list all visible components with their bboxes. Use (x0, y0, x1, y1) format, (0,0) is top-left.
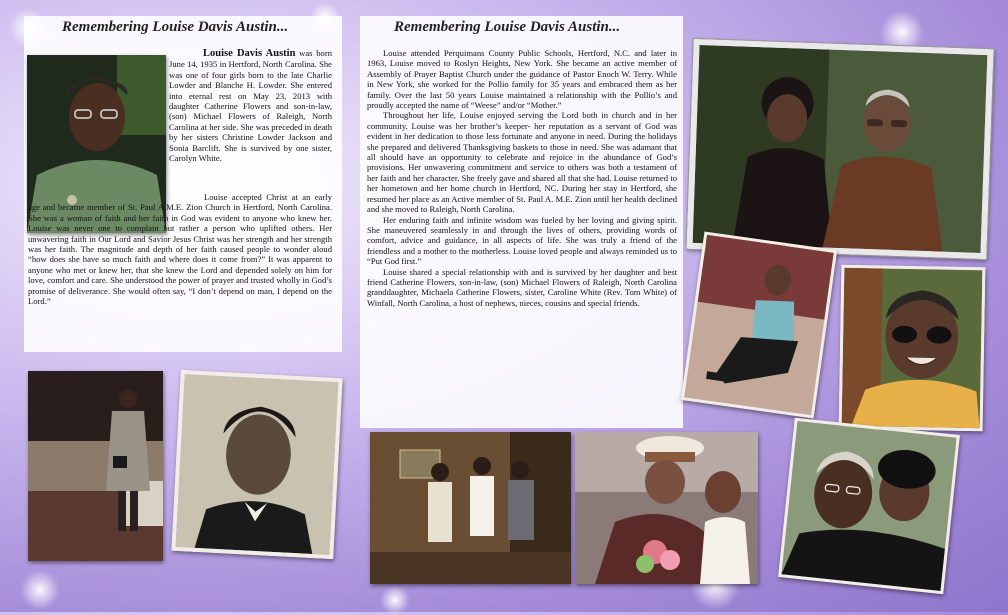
right-paragraph-1: Louise attended Perquimans County Public Schools, Hertford, N.C. and later in 1963, Louise moved to Roslyn Heights, New York. She became an active member of Assembly of Prayer Baptist Church under the guidance of Pastor Enoch W. Terry. While in New York, she worked for the Pollio family for 35 years and embraced them as her family. Over the last 50 years Louise maintained a relationship with the Pollio’s and proudly accepted the name of “Weese” and/or “Mother.” (367, 48, 677, 111)
left-body-text-wrap (169, 48, 332, 163)
right-body-text (367, 48, 677, 308)
faith-paragraph: Louise accepted Christ at an early age and became member of St. Paul A.M.E. Zion Church in Hertford, North Carolina. She was a woman of faith and her faith in God was evident to anyone who knew her. Louise was never one to complain but rather a person who uplifted others. Her unwavering faith in Our Lord and Savior Jesus Christ was her strength and her strength was her faith. The magnitude and depth of her faith caused people to wonder aloud “how does she have so much faith and where does it come from?” It was apparent to anyone who met or knew her, that she knew the Lord and depended solely on him for love, comfort and care. She understood the power of prayer and trusted wholly in God’s promise of deliverance. She would often say, “I don’t depend on man, I depend on the Lord.” (28, 192, 332, 307)
right-page-heading: Remembering Louise Davis Austin... (394, 19, 621, 35)
photo-louise-checkered-coat (28, 371, 163, 561)
sparkle-decoration (20, 570, 60, 610)
sparkle-decoration (380, 585, 410, 615)
photo-louise-and-daughter-closeup (778, 418, 960, 594)
intro-paragraph: was born June 14, 1935 in Hertford, North Carolina. She was one of four girls born to the late Charlie Lowder and Blanche H. Lowder. She entered into eternal rest on May 23, 2013 with daughter Catherine Flowers and son-in-law, (son) Michael Flowers of Raleigh, North Carolina at her side. She was preceded in death by her sisters Christine Lowder Jackson and Sonia Barclift. She is survived by one sister, Carolyn White. (169, 48, 333, 164)
left-body-text-full (28, 192, 332, 306)
photo-louise-with-granddaughter (575, 432, 758, 584)
photo-louise-seated-pose (681, 232, 837, 419)
right-paragraph-4: Louise shared a special relationship with and is survived by her daughter and best friend Catherine Flowers, son-in-law, (son) Michael Flowers of Raleigh, North Carolina granddaughter, Michaela Catherine Flowers, sister, Caroline White (Rev. Tom White) of Winfall, North Carolina, a host of nephews, nieces, cousins and special friends. (367, 266, 677, 308)
left-page-heading: Remembering Louise Davis Austin... (62, 19, 289, 35)
deceased-name: Louise Davis Austin (203, 48, 296, 59)
right-paragraph-3: Her enduring faith and infinite wisdom was fueled by her loving and giving spirit. She maneuvered seamlessly in and through the lives of others, providing words of comfort, advice and guidance, in all aspects of life. She was truly a friend of the friendless and a mother to the motherless. Louise loved people and always reminded us to “Put God first.” (367, 214, 677, 267)
photo-louise-and-daughter-furs (686, 39, 993, 259)
photo-three-women-indoors (370, 432, 571, 584)
photo-louise-sunglasses-smiling (839, 265, 986, 431)
photo-young-louise-portrait (171, 370, 342, 559)
right-paragraph-2: Throughout her life, Louise enjoyed serving the Lord both in church and in her community. Louise was her brother’s keeper- her reputation as a servant of God was evident in her dedication to those less fortunate and anyone in need. During the holidays she prepared and delivered Thanksgiving baskets to those in need. She was adamant that all should have an opportunity to celebrate and rejoice in the abundance of God’s provisions. Her unwavering commitment and service to others was both a testament of her faith and her character. She freely gave and shared all that she had. Louise returned to her hometown and her home church in Hertford, NC. During her stay in Hertford, she resumed her place as an Active member of St. Paul A. M.E. Zion until her health declined and she moved to Raleigh, North Carolina. (367, 110, 677, 215)
